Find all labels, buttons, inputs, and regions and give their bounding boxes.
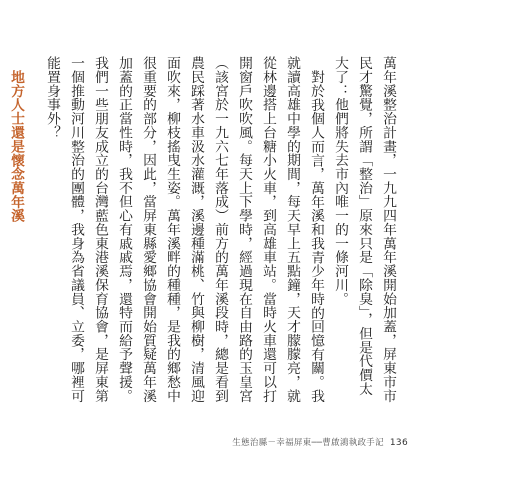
vertical-text-block [0, 56, 400, 408]
paragraph-2: 對於我個人而言，萬年溪和我青少年時的回憶有關。我就讀高雄中學的期間，每天早上五點鐘，天才朦朦亮，就從林邊搭上台糖小火車，到高雄車站。當時火車還可以打開窗戶吹吹風。每天上下學時，經過現在自由路的玉皇宮（該宮於一九六七年落成）前方的萬年溪段時，總是看到農民踩著水車汲水灌溉，溪邊種滿桃、竹與柳樹，清風迎面吹來，柳枝搖曳生姿。萬年溪畔的種種，是我的鄉愁中很重要的部分，因此，當屏東縣愛鄉協會開始質疑萬年溪加蓋的正當性時，我不但心有戚戚焉，還特而給予聲援。我們一些朋友成立的台灣藍色東港溪保育協會，是屏東第一個推動河川整治的團體，我身為省議員、立委，哪裡可能置身事外？ [44, 56, 324, 403]
section-heading: 地方人士還是懷念萬年溪 [8, 70, 24, 223]
paragraph-1: 萬年溪整治計畫，一九九四年萬年溪開始加蓋，屏東市市民才驚覺，所謂「整治」原來只是「除臭」，但是代價太大了：他們將失去市內唯一的一條河川。 [332, 56, 396, 403]
running-title: 生態治縣－幸福屏東──曹啟鴻執政手記 [232, 438, 384, 448]
page-number: 136 [389, 438, 408, 448]
page-footer [232, 436, 408, 448]
